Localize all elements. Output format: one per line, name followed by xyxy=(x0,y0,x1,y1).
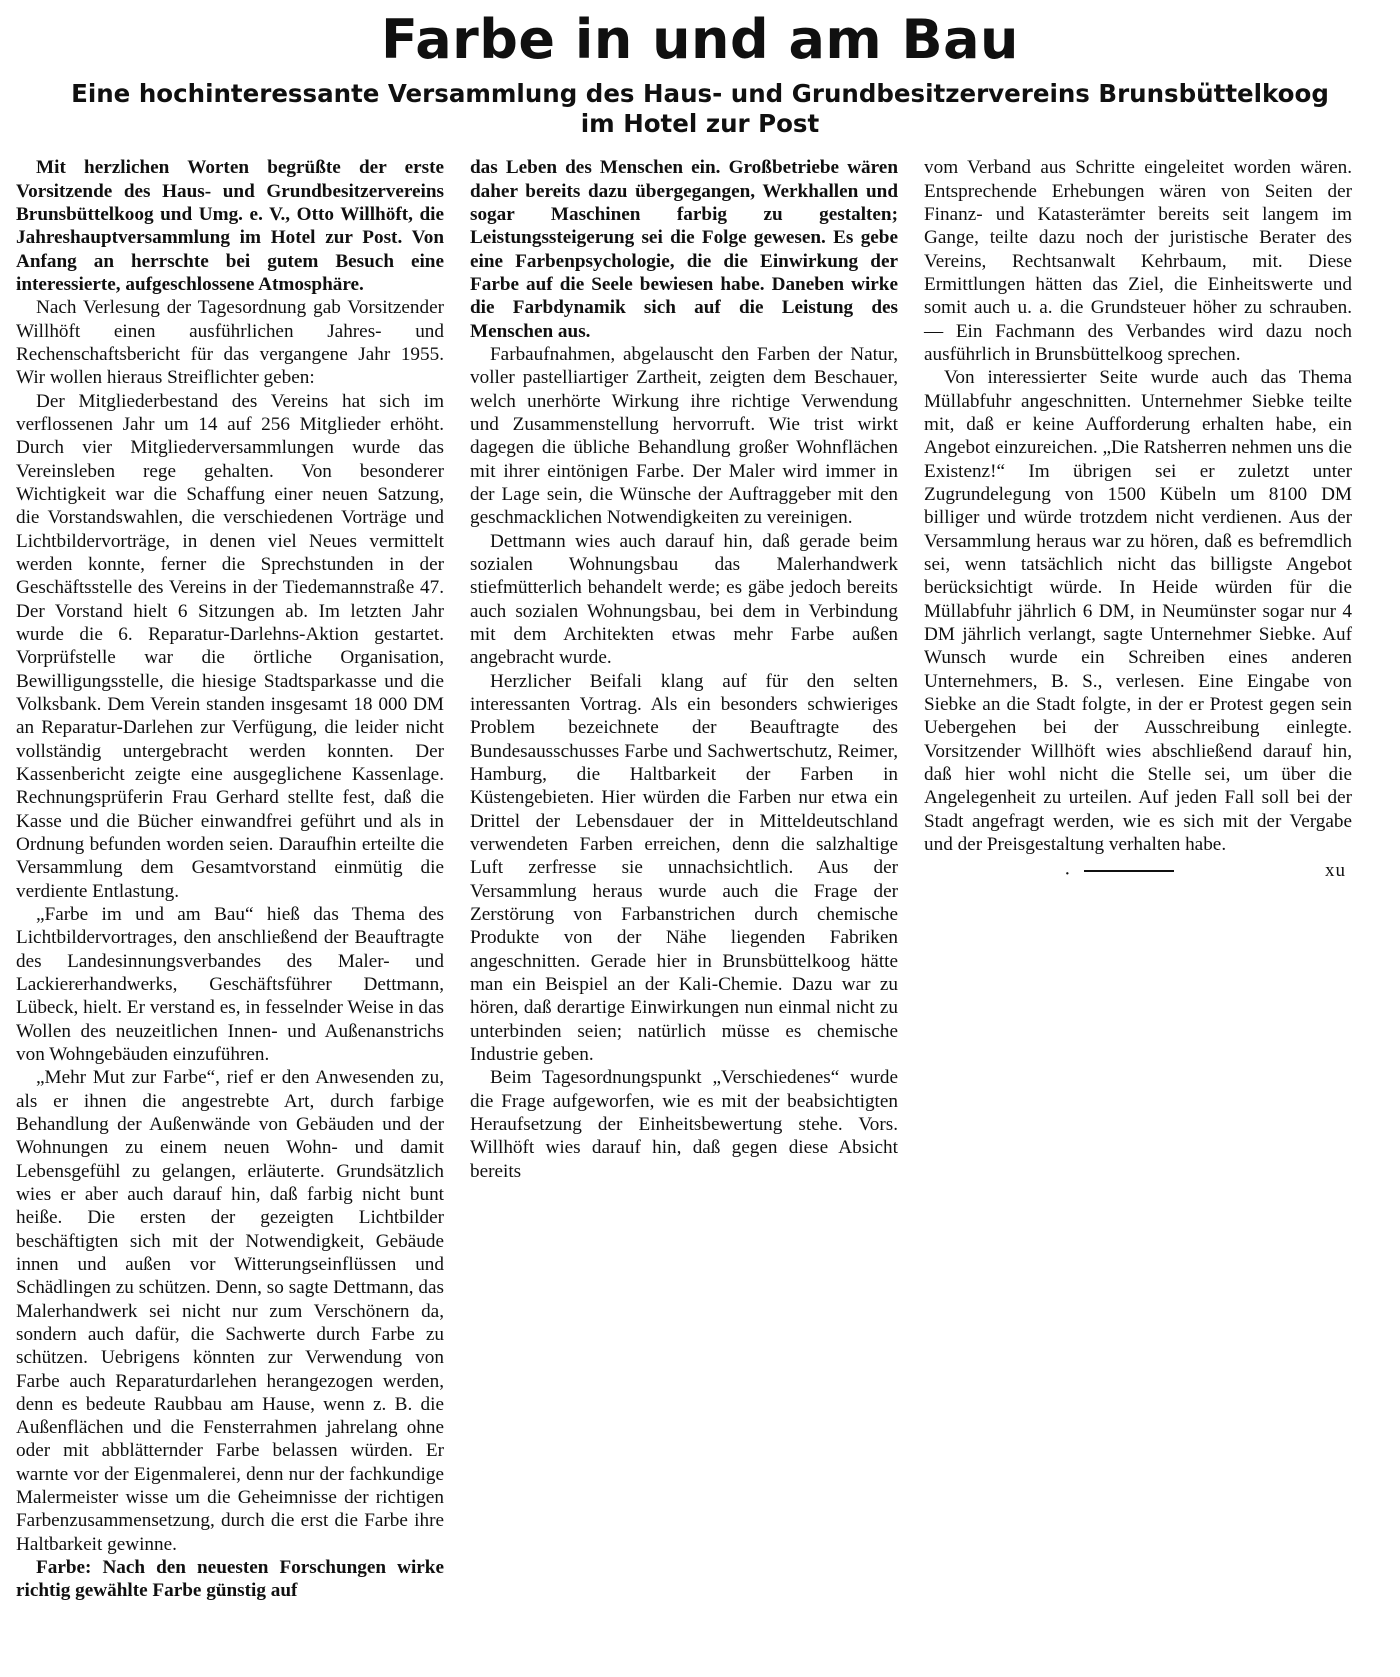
paragraph: „Mehr Mut zur Farbe“, rief er den Anwesenden zu, als er ihnen die angestrebte Art, durch farbige Behandlung der Außenwände von Gebäuden und der Wohnungen zu einem neuen Wohn- und damit Lebensgefühl zu gelangen, erläuterte. Grundsätzlich wies er aber auch darauf hin, daß farbig nicht bunt heiße. Die ersten der gezeigten Lichtbilder beschäftigten sich mit der Notwendigkeit, Gebäude innen und außen vor Witterungseinflüssen und Schädlingen zu schützen. Denn, so sagte Dettmann, das Malerhandwerk sei nicht nur zum Verschönern da, sondern auch dafür, die Sachwerte durch Farbe zu schützen. Uebrigens könnten zur Verwendung von Farbe auch Reparaturdarlehen herangezogen werden, denn es bedeute Raubbau am Hause, wenn z. B. die Außenflächen und die Fensterrahmen jahrelang ohne oder mit abblätternder Farbe belassen würden. Er warnte vor der Eigenmalerei, denn nur der fachkundige Malermeister wisse um die Geheimnisse der richtigen Farbenzusammensetzung, durch die erst die Farbe ihre Haltbarkeit gewinne. xyxy=(16,1067,444,1555)
page-title: Farbe in und am Bau xyxy=(380,8,1019,71)
article-columns xyxy=(0,156,1400,1602)
end-rule-icon xyxy=(1084,870,1174,872)
article-end-mark xyxy=(924,860,1352,886)
author-initials: xu xyxy=(1325,860,1346,882)
subheadline-line-2: im Hotel zur Post xyxy=(580,108,820,138)
paragraph-keyword: Farbe: xyxy=(36,1557,92,1579)
article-column-2 xyxy=(470,156,898,1602)
article-column-1 xyxy=(16,156,444,1602)
article-subheadline xyxy=(23,79,1377,139)
paragraph-continued: vom Verband aus Schritte eingeleitet worden wären. Entsprechende Erhebungen wären von Seiten der Finanz- und Katasterämter bereits seit langem im Gange, teilte dazu noch der juristische Berater des Vereins, Rechtsanwalt Kehrbaum, mit. Diese Ermittlungen hätten das Ziel, die Einheitswerte und somit auch u. a. die Grundsteuer höher zu schrauben. — Ein Fachmann des Verbandes wird dazu noch ausführlich in Brunsbüttelkoog sprechen. xyxy=(924,157,1352,366)
newspaper-article-page xyxy=(0,8,1400,1677)
paragraph: Dettmann wies auch darauf hin, daß gerade beim sozialen Wohnungsbau das Malerhandwerk stiefmütterlich behandelt werde; es gäbe jedoch bereits auch sozialen Wohnungsbau, bei dem in Verbindung mit dem Architekten etwas mehr Farbe außen angebracht wurde. xyxy=(470,530,898,669)
paragraph: Farbaufnahmen, abgelauscht den Farben der Natur, voller pastelliartiger Zartheit, zeigten dem Beschauer, welch unerhörte Wirkung ihre richtige Verwendung und Zusammenstellung hervorruft. Wie trist wirkt dagegen die übliche Behandlung großer Wohnflächen mit ihrer eintönigen Farbe. Der Maler wird immer in der Lage sein, die Wünsche der Auftraggeber mit den geschmacklichen Notwendigkeiten zu vereinigen. xyxy=(470,344,898,529)
paragraph: Nach Verlesung der Tagesordnung gab Vorsitzender Willhöft einen ausführlichen Jahres- und Rechenschaftsbericht für das vergangene Jahr 1955. Wir wollen hieraus Streiflichter geben: xyxy=(16,297,444,389)
end-dot-icon: · xyxy=(1064,863,1071,886)
paragraph-continued-bold: das Leben des Menschen ein. Großbetriebe wären daher bereits dazu übergegangen, Werkhallen und sogar Maschinen farbig zu gestalten; Leistungssteigerung sei die Folge gewesen. Es gebe eine Farbenpsychologie, die die Einwirkung der Farbe auf die Seele bewiesen habe. Daneben wirke die Farbdynamik sich auf die Leistung des Menschen aus. xyxy=(470,157,898,342)
paragraph: Von interessierter Seite wurde auch das Thema Müllabfuhr angeschnitten. Unternehmer Siebke teilte mit, daß er keine Aufforderung erhalten habe, ein Angebot einzureichen. „Die Ratsherren nehmen uns die Existenz!“ Im übrigen sei er zuletzt unter Zugrundelegung von 1500 Kübeln um 8100 DM billiger und würde trotzdem nicht verdienen. Aus der Versammlung heraus war zu hören, daß es befremdlich sei, wenn tatsächlich nicht das billigste Angebot berücksichtigt würde. In Heide würden für die Müllabfuhr jährlich 6 DM, in Neumünster sogar nur 4 DM jährlich verlangt, sagte Unternehmer Siebke. Auf Wunsch wurde ein Schreiben eines anderen Unternehmers, B. S., verlesen. Eine Eingabe von Siebke an die Stadt folgte, in der er Protest gegen sein Uebergehen bei der Ausschreibung einlegte. Vorsitzender Willhöft wies abschließend darauf hin, daß hier wohl nicht die Stelle sei, um über die Angelegenheit zu urteilen. Auf jeden Fall soll bei der Stadt angefragt werden, wie es sich mit der Vergabe und der Preisgestaltung verhalten habe. xyxy=(924,367,1352,855)
paragraph-lead: Mit herzlichen Worten begrüßte der erste Vorsitzende des Haus- und Grundbesitzervereins Brunsbüttelkoog und Umg. e. V., Otto Willhöft, die Jahreshauptversammlung im Hotel zur Post. Von Anfang an herrschte bei gutem Besuch eine interessierte, aufgeschlossene Atmosphäre. xyxy=(16,157,444,296)
article-column-3 xyxy=(924,156,1352,1602)
paragraph-keyword-text: Nach den neuesten Forschungen wirke richtig gewählte Farbe günstig auf xyxy=(16,1557,444,1602)
paragraph-color-definition xyxy=(16,1556,444,1603)
paragraph: Herzlicher Beifali klang auf für den selten interessanten Vortrag. Als ein besonders schwieriges Problem bezeichnete der Beauftragte des Bundesausschusses Farbe und Sachwertschutz, Reimer, Hamburg, die Haltbarkeit der Farben in Küstengebieten. Hier würden die Farben nur etwa ein Drittel der Lebensdauer der in Mitteldeutschland verwendeten Farben erreichen, denn die salzhaltige Luft zerfresse sie unnachsichtlich. Aus der Versammlung heraus wurde auch die Frage der Zerstörung von Farbanstrichen durch chemische Produkte von der Nähe liegenden Fabriken angeschnitten. Gerade hier in Brunsbüttelkoog hätte man ein Beispiel an der Kali-Chemie. Dazu war zu hören, daß derartige Einwirkungen nun einmal nicht zu unterbinden seien; natürlich müsse es chemische Industrie geben. xyxy=(470,670,898,1065)
paragraph: Der Mitgliederbestand des Vereins hat sich im verflossenen Jahr um 14 auf 256 Mitglieder erhöht. Durch vier Mitgliederversammlungen wurde das Vereinsleben rege gehalten. Von besonderer Wichtigkeit war die Schaffung einer neuen Satzung, die Vorstandswahlen, die verschiedenen Vorträge und Lichtbildervorträge, in denen viel Neues vermittelt werden konnte, ferner die Sprechstunden in der Geschäftsstelle des Vereins in der Tiedemannstraße 47. Der Vorstand hielt 6 Sitzungen ab. Im letzten Jahr wurde die 6. Reparatur-Darlehns-Aktion gestartet. Vorprüfstelle war die örtliche Organisation, Bewilligungsstelle, die hiesige Stadtsparkasse und die Volksbank. Dem Verein standen insgesamt 18 000 DM an Reparatur-Darlehen zur Verfügung, die leider nicht vollständig untergebracht werden konnten. Der Kassenbericht zeigte eine ausgeglichene Kassenlage. Rechnungsprüferin Frau Gerhard stellte fest, daß die Kasse und die Bücher einwandfrei geführt und als in Ordnung befunden worden seien. Daraufhin erteilte die Versammlung dem Gesamtvorstand einmütig die verdiente Entlastung. xyxy=(16,390,444,902)
paragraph: Beim Tagesordnungspunkt „Verschiedenes“ wurde die Frage aufgeworfen, wie es mit der beabsichtigten Heraufsetzung der Einheitsbewertung stehe. Vors. Willhöft wies darauf hin, daß gegen diese Absicht bereits xyxy=(470,1067,898,1182)
paragraph: „Farbe im und am Bau“ hieß das Thema des Lichtbildervortrages, den anschließend der Beauftragte des Landesinnungsverbandes des Maler- und Lackiererhandwerks, Geschäftsführer Dettmann, Lübeck, hielt. Er verstand es, in fesselnder Weise in das Wollen des neuzeitlichen Innen- und Außenanstrichs von Wohngebäuden einzuführen. xyxy=(16,903,444,1065)
subheadline-line-1: Eine hochinteressante Versammlung des Haus- und Grundbesitzervereins Brunsbüttelkoog xyxy=(71,78,1329,108)
